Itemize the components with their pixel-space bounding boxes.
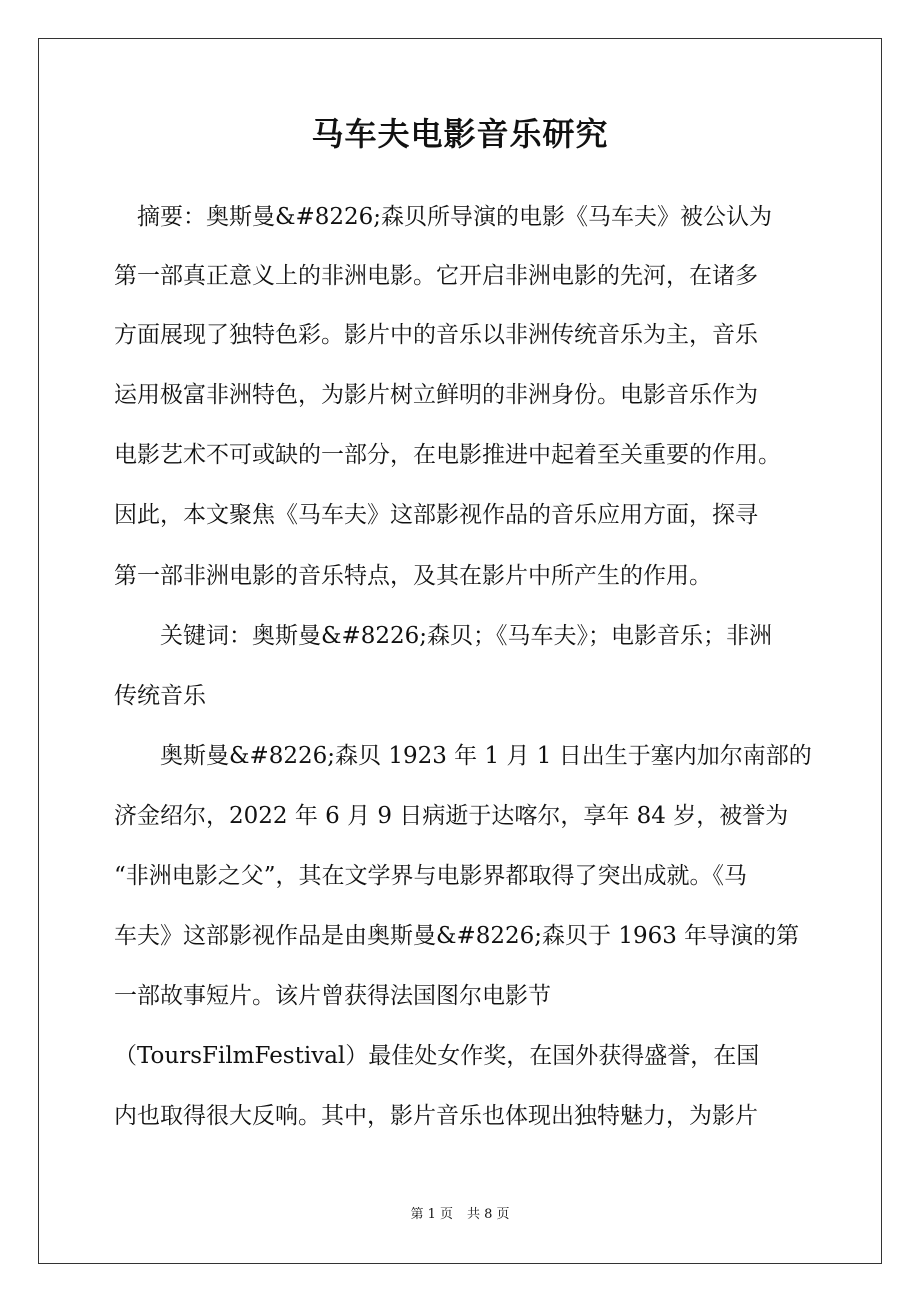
abstract-line-7: 第一部非洲电影的音乐特点，及其在影片中所产生的作用。 xyxy=(114,563,712,589)
keywords-line-2: 传统音乐 xyxy=(114,683,206,709)
keywords-line-1: 关键词：奥斯曼&#8226;森贝；《马车夫》；电影音乐；非洲 xyxy=(160,623,773,649)
body-line-3: “非洲电影之父”，其在文学界与电影界都取得了突出成就。《马 xyxy=(114,863,748,889)
abstract-line-1: 摘要：奥斯曼&#8226;森贝所导演的电影《马车夫》被公认为 xyxy=(137,204,773,230)
abstract-line-2: 第一部真正意义上的非洲电影。它开启非洲电影的先河，在诸多 xyxy=(114,263,758,289)
document-title: 马车夫电影音乐研究 xyxy=(311,115,609,153)
abstract-line-5: 电影艺术不可或缺的一部分，在电影推进中起着至关重要的作用。 xyxy=(114,442,781,468)
abstract-line-4: 运用极富非洲特色，为影片树立鲜明的非洲身份。电影音乐作为 xyxy=(114,382,758,408)
abstract-line-3: 方面展现了独特色彩。影片中的音乐以非洲传统音乐为主，音乐 xyxy=(114,322,758,348)
body-line-5: 一部故事短片。该片曾获得法国图尔电影节 xyxy=(114,983,551,1009)
body-line-7: 内也取得很大反响。其中，影片音乐也体现出独特魅力，为影片 xyxy=(114,1103,758,1129)
total-pages: 共 8 页 xyxy=(467,1207,510,1222)
body-line-2: 济金绍尔，2022 年 6 月 9 日病逝于达喀尔，享年 84 岁，被誉为 xyxy=(114,803,789,829)
page-footer xyxy=(0,1206,920,1224)
page-number: 第 1 页 xyxy=(410,1207,453,1222)
body-line-1: 奥斯曼&#8226;森贝 1923 年 1 月 1 日出生于塞内加尔南部的 xyxy=(160,743,812,769)
body-line-4: 车夫》这部影视作品是由奥斯曼&#8226;森贝于 1963 年导演的第 xyxy=(114,923,800,949)
abstract-line-6: 因此，本文聚焦《马车夫》这部影视作品的音乐应用方面，探寻 xyxy=(114,502,758,528)
body-line-6: （ToursFilmFestival）最佳处女作奖，在国外获得盛誉，在国 xyxy=(114,1043,760,1069)
